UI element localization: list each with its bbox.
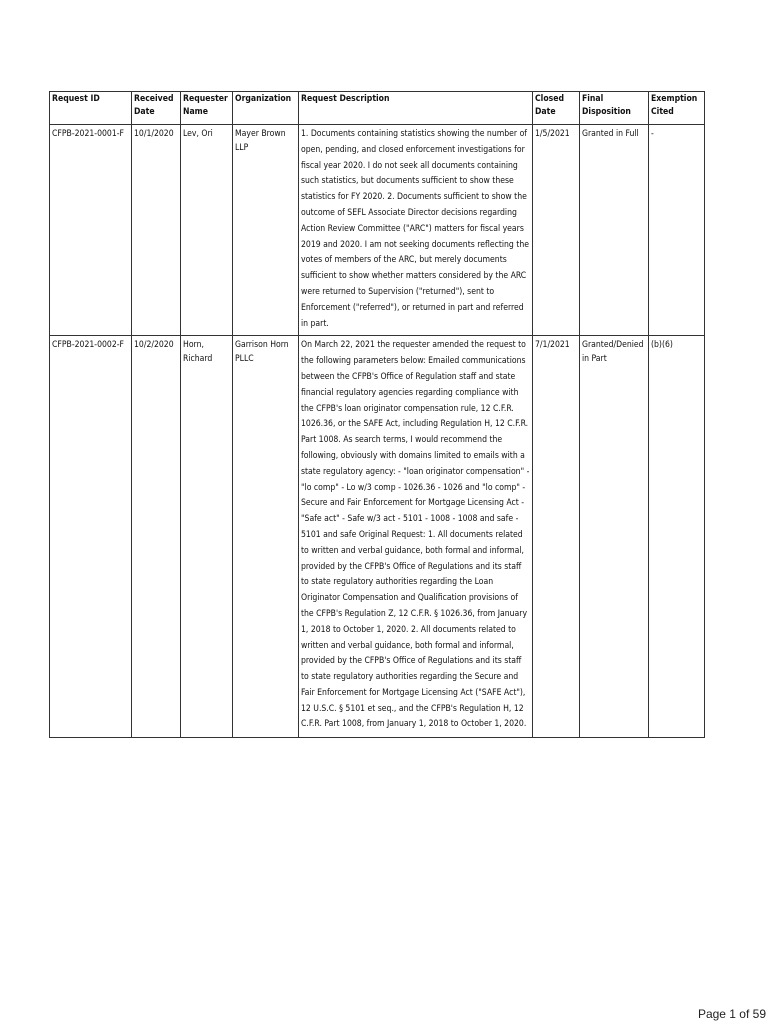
cell-final-disposition: Granted/Denied in Part: [580, 336, 649, 738]
cell-closed-date: 7/1/2021: [533, 336, 580, 738]
table-header-row: [50, 92, 705, 125]
table-row: [50, 336, 705, 738]
header-exemption-cited: Exemption Cited: [649, 92, 705, 125]
foia-log-table: [49, 91, 705, 738]
cell-received-date: 10/1/2020: [132, 125, 181, 336]
cell-exemption-cited: -: [649, 125, 705, 336]
header-request-id: Request ID: [50, 92, 132, 125]
cell-request-id: CFPB-2021-0001-F: [50, 125, 132, 336]
header-requester-name: Requester Name: [181, 92, 233, 125]
cell-organization: Mayer Brown LLP: [233, 125, 299, 336]
cell-request-description: 1. Documents containing statistics showing the number of open, pending, and closed enforcement investigations for fiscal year 2020. I do not seek all documents containing such statistics, but documents sufficient to show these statistics for FY 2020. 2. Documents sufficient to show the outcome of SEFL Associate Director decisions regarding Action Review Committee ("ARC") matters for fiscal years 2019 and 2020. I am not seeking documents reflecting the votes of members of the ARC, but merely documents sufficient to show whether matters considered by the ARC were returned to Supervision ("returned"), sent to Enforcement ("referred"), or returned in part and referred in part.: [299, 125, 533, 336]
cell-request-description: On March 22, 2021 the requester amended the request to the following parameters below: Emailed communications between the CFPB's Office of Regulation staff and state financial regulatory agencies regarding compliance with the CFPB's loan originator compensation rule, 12 C.F.R. 1026.36, or the SAFE Act, including Regulation H, 12 C.F.R. Part 1008. As search terms, I would recommend the following, obviously with domains limited to emails with a state regulatory agency: - "loan originator compensation" - "lo comp" - Lo w/3 comp - 1026.36 - 1026 and "lo comp" - Secure and Fair Enforcement for Mortgage Licensing Act - "Safe act" - Safe w/3 act - 5101 - 1008 - 1008 and safe - 5101 and safe Original Request: 1. All documents related to written and verbal guidance, both formal and informal, provided by the CFPB's Office of Regulations and its staff to state regulatory authorities regarding the Loan Originator Compensation and Qualification provisions of the CFPB's Regulation Z, 12 C.F.R. § 1026.36, from January 1, 2018 to October 1, 2020. 2. All documents related to written and verbal guidance, both formal and informal, provided by the CFPB's Office of Regulations and its staff to state regulatory authorities regarding the Secure and Fair Enforcement for Mortgage Licensing Act ("SAFE Act"), 12 U.S.C. § 5101 et seq., and the CFPB's Regulation H, 12 C.F.R. Part 1008, from January 1, 2018 to October 1, 2020.: [299, 336, 533, 738]
cell-received-date: 10/2/2020: [132, 336, 181, 738]
table-row: [50, 125, 705, 336]
header-request-description: Request Description: [299, 92, 533, 125]
cell-requester-name: Horn, Richard: [181, 336, 233, 738]
header-final-disposition: Final Disposition: [580, 92, 649, 125]
cell-request-id: CFPB-2021-0002-F: [50, 336, 132, 738]
foia-log-sheet: [49, 91, 704, 738]
header-closed-date: Closed Date: [533, 92, 580, 125]
header-received-date: Received Date: [132, 92, 181, 125]
page-number: Page 1 of 59: [697, 1007, 766, 1021]
cell-organization: Garrison Horn PLLC: [233, 336, 299, 738]
cell-final-disposition: Granted in Full: [580, 125, 649, 336]
cell-requester-name: Lev, Ori: [181, 125, 233, 336]
cell-closed-date: 1/5/2021: [533, 125, 580, 336]
cell-exemption-cited: (b)(6): [649, 336, 705, 738]
header-organization: Organization: [233, 92, 299, 125]
